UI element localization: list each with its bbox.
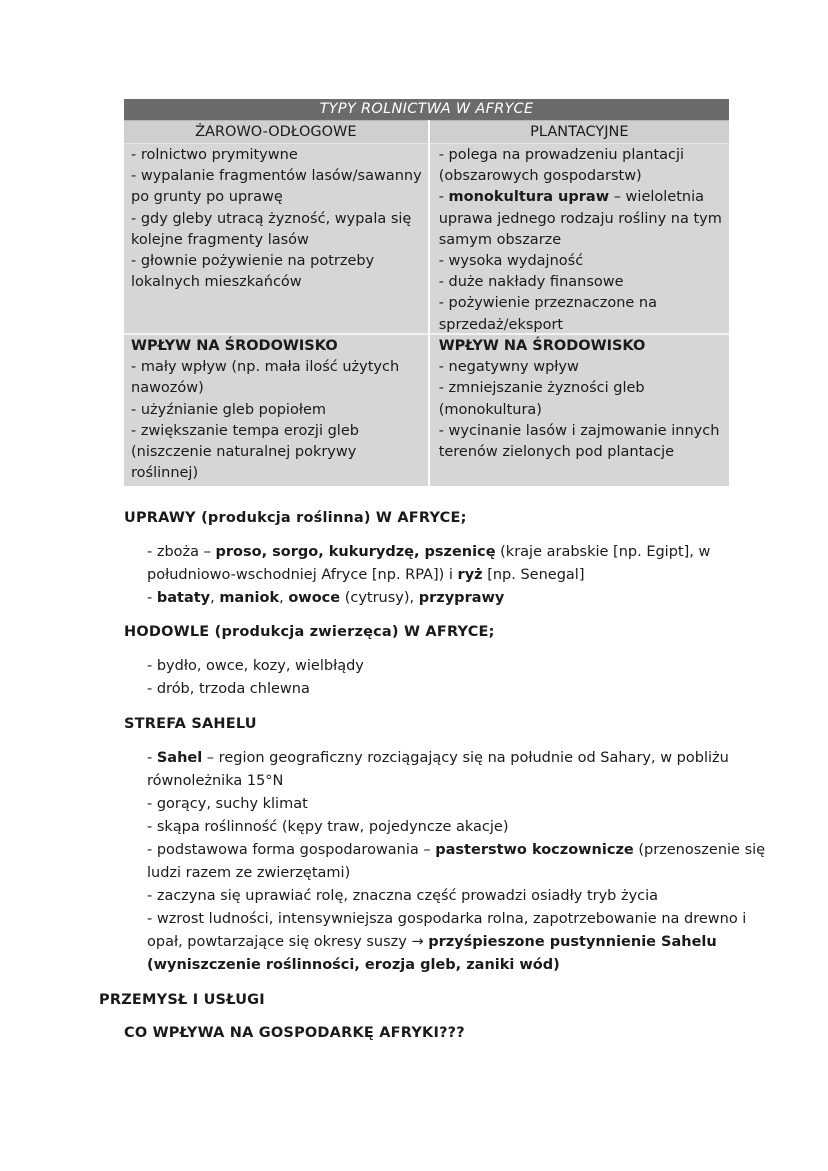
list-item: sprzedaż/eksport bbox=[438, 316, 564, 333]
livestock-heading: HODOWLE (produkcja zwierzęca) W AFRYCE; bbox=[124, 624, 495, 640]
sahel-heading: STREFA SAHELU bbox=[124, 716, 257, 732]
env-heading: WPŁYW NA ŚRODOWISKO bbox=[131, 338, 338, 354]
list-item: nawozów) bbox=[131, 380, 204, 397]
table-title: TYPY ROLNICTWA W AFRYCE bbox=[124, 99, 729, 121]
col-header-plantation: PLANTACYJNE bbox=[429, 121, 729, 144]
list-item: samym obszarze bbox=[438, 231, 562, 248]
list-item: - rolnictwo prymitywne bbox=[131, 147, 298, 163]
farming-types-table bbox=[124, 99, 729, 486]
list-item: - bataty, maniok, owoce (cytrusy), przyprawy bbox=[147, 590, 505, 606]
crops-list bbox=[147, 541, 710, 610]
slash-and-burn-description bbox=[124, 144, 429, 335]
list-item: - gorący, suchy klimat bbox=[147, 796, 308, 812]
list-item: kolejne fragmenty lasów bbox=[131, 231, 309, 248]
list-item: - drób, trzoda chlewna bbox=[147, 681, 310, 697]
list-item: opał, powtarzające się okresy suszy → przyśpieszone pustynnienie Sahelu bbox=[147, 934, 717, 950]
sahel-list bbox=[147, 747, 765, 977]
list-item: południowo-wschodniej Afryce [np. RPA]) i ryż [np. Senegal] bbox=[147, 567, 585, 583]
list-item: terenów zielonych pod plantacje bbox=[438, 444, 675, 461]
plantation-description bbox=[429, 144, 729, 335]
list-item: - zaczyna się uprawiać rolę, znaczna część prowadzi osiadły tryb życia bbox=[147, 888, 659, 904]
list-item: - użyźnianie gleb popiołem bbox=[131, 401, 326, 418]
list-item: - wzrost ludności, intensywniejsza gospodarka rolna, zapotrzebowanie na drewno i bbox=[147, 911, 747, 927]
plantation-environment bbox=[429, 334, 729, 486]
slash-and-burn-environment bbox=[124, 334, 429, 486]
list-item: - zwiększanie tempa erozji gleb bbox=[131, 422, 359, 439]
list-item: (wyniszczenie roślinności, erozja gleb, zaniki wód) bbox=[147, 957, 560, 973]
list-item: - głownie pożywienie na potrzeby bbox=[131, 253, 375, 270]
industry-heading: PRZEMYSŁ I USŁUGI bbox=[99, 992, 265, 1008]
list-item: (niszczenie naturalnej pokrywy bbox=[131, 444, 357, 461]
list-item: - zboża – proso, sorgo, kukurydzę, pszenicę (kraje arabskie [np. Egipt], w bbox=[147, 544, 711, 560]
list-item: - zmniejszanie żyzności gleb bbox=[438, 380, 645, 397]
list-item: - mały wpływ (np. mała ilość użytych bbox=[131, 359, 400, 376]
list-item: (obszarowych gospodarstw) bbox=[438, 168, 642, 185]
list-item: - skąpa roślinność (kępy traw, pojedyncze akacje) bbox=[147, 819, 509, 835]
list-item: - monokultura upraw – wieloletnia bbox=[438, 189, 705, 206]
crops-heading: UPRAWY (produkcja roślinna) W AFRYCE; bbox=[124, 510, 467, 526]
list-item: - negatywny wpływ bbox=[438, 359, 579, 376]
list-item: - pożywienie przeznaczone na bbox=[438, 295, 657, 312]
col-header-slash-and-burn: ŻAROWO-ODŁOGOWE bbox=[124, 121, 429, 144]
list-item: roślinnej) bbox=[131, 465, 199, 482]
list-item: ludzi razem ze zwierzętami) bbox=[147, 865, 351, 881]
livestock-list bbox=[147, 655, 364, 701]
economy-question-heading: CO WPŁYWA NA GOSPODARKĘ AFRYKI??? bbox=[124, 1025, 465, 1041]
list-item: (monokultura) bbox=[438, 401, 542, 418]
list-item: - wypalanie fragmentów lasów/sawanny bbox=[131, 168, 422, 185]
list-item: równoleżnika 15°N bbox=[147, 773, 284, 789]
list-item: lokalnych mieszkańców bbox=[131, 274, 302, 291]
list-item: - Sahel – region geograficzny rozciągający się na południe od Sahary, w pobliżu bbox=[147, 750, 729, 766]
list-item: - polega na prowadzeniu plantacji bbox=[438, 147, 685, 163]
list-item: - bydło, owce, kozy, wielbłądy bbox=[147, 658, 364, 674]
list-item: - wycinanie lasów i zajmowanie innych bbox=[438, 422, 720, 439]
list-item: uprawa jednego rodzaju rośliny na tym bbox=[438, 210, 722, 227]
list-item: - podstawowa forma gospodarowania – pasterstwo koczownicze (przenoszenie się bbox=[147, 842, 766, 858]
env-heading: WPŁYW NA ŚRODOWISKO bbox=[438, 338, 646, 354]
list-item: - wysoka wydajność bbox=[438, 253, 584, 270]
list-item: - duże nakłady finansowe bbox=[438, 274, 624, 291]
list-item: - gdy gleby utracą żyzność, wypala się bbox=[131, 210, 412, 227]
list-item: po grunty po uprawę bbox=[131, 189, 283, 206]
